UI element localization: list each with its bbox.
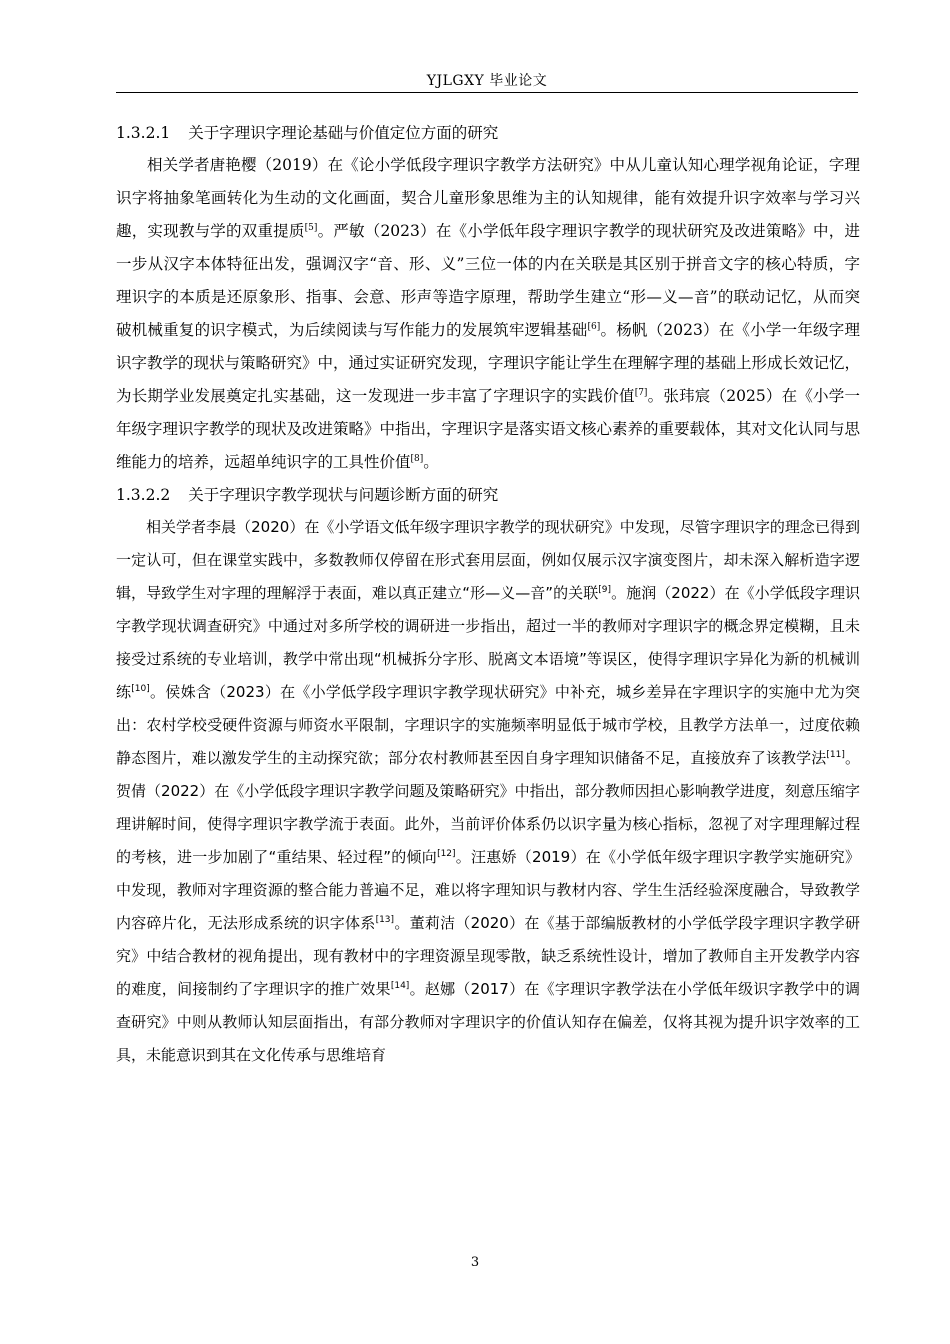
paragraph-text: 。贺倩（2022）在《小学低段字理识字教学问题及策略研究》中指出，部分教师因担心影响教学进度，刻意压缩字理讲解时间，使得字理识字教学流于表面。此外，当前评价体系仍以识字量为核心指标，忽视了对字理理解过程的考核，进一步加剧了“重结果、轻过程”的倾向	[116, 749, 860, 866]
section-title: 关于字理识字教学现状与问题诊断方面的研究	[188, 486, 499, 504]
paragraph-text: 。赵娜（2017）在《字理识字教学法在小学低年级识字教学中的调查研究》中则从教师认知层面指出，有部分教师对字理识字的价值认知存在偏差，仅将其视为提升识字效率的工具，未能意识到其在文化传承与思维培育	[116, 980, 860, 1064]
section-number: 1.3.2.2	[116, 486, 171, 504]
citation-ref: [9]	[598, 585, 612, 595]
paragraph-text: 。侯姝含（2023）在《小学低学段字理识字教学现状研究》中补充，城乡差异在字理识字的实施中尤为突出：农村学校受硬件资源与师资水平限制，字理识字的实施频率明显低于城市学校，且教学方法单一，过度依赖静态图片，难以激发学生的主动探究欲；部分农村教师甚至因自身字理知识储备不足，直接放弃了该教学法	[116, 683, 860, 767]
paragraph-text: 。汪惠娇（2019）在《小学低年级字理识字教学实施研究》中发现，教师对字理资源的整合能力普遍不足，难以将字理知识与教材内容、学生生活经验深度融合，导致教学内容碎片化，无法形成系统的识字体系	[116, 848, 860, 932]
citation-ref: [11]	[826, 750, 845, 760]
citation-ref: [5]	[304, 222, 318, 233]
citation-ref: [7]	[634, 387, 648, 398]
page-number: 3	[470, 1255, 480, 1270]
citation-ref: [6]	[587, 321, 601, 332]
citation-ref: [8]	[410, 453, 424, 464]
citation-ref: [14]	[390, 981, 410, 991]
paragraph-text: 。杨帆（2023）在《小学一年级字理识字教学的现状与策略研究》中，通过实证研究发现，字理识字能让学生在理解字理的基础上形成长效记忆，为长期学业发展奠定扎实基础，这一发现进一步丰富了字理识字的实践价值	[116, 321, 861, 405]
section-heading-1	[116, 120, 860, 146]
paragraph-text: 。董莉洁（2020）在《基于部编版教材的小学低学段字理识字教学研究》中结合教材的视角提出，现有教材中的字理资源呈现零散，缺乏系统性设计，增加了教师自主开发教学内容的难度，间接制约了字理识字的推广效果	[116, 914, 860, 998]
citation-ref: [10]	[131, 684, 150, 694]
paragraph-text: 。	[423, 453, 439, 471]
paragraph-text: 。张玮宸（2025）在《小学一年级字理识字教学的现状及改进策略》中指出，字理识字是落实语文核心素养的重要载体，其对文化认同与思维能力的培养，远超单纯识字的工具性价值	[116, 387, 861, 471]
paragraph-text: 。施润（2022）在《小学低段字理识字教学现状调查研究》中通过对多所学校的调研进一步指出，超过一半的教师对字理识字的概念界定模糊，且未接受过系统的专业培训，教学中常出现“机械拆分字形、脱离文本语境”等误区，使得字理识字异化为新的机械训练	[116, 584, 860, 701]
section-number: 1.3.2.1	[116, 124, 171, 142]
page-header: YJLGXY 毕业论文	[426, 73, 548, 89]
body-paragraph-2	[116, 511, 860, 1072]
citation-ref: [12]	[437, 849, 456, 859]
paragraph-text: 。严敏（2023）在《小学低年段字理识字教学的现状研究及改进策略》中，进一步从汉字本体特征出发，强调汉字“音、形、义”三位一体的内在关联是其区别于拼音文字的核心特质，字理识字的本质是还原象形、指事、会意、形声等造字原理，帮助学生建立“形—义—音”的联动记忆，从而突破机械重复的识字模式，为后续阅读与写作能力的发展筑牢逻辑基础	[116, 222, 860, 339]
section-title: 关于字理识字理论基础与价值定位方面的研究	[188, 124, 499, 142]
citation-ref: [13]	[375, 915, 395, 925]
header-divider	[116, 92, 858, 93]
paragraph-text: 相关学者李晨（2020）在《小学语文低年级字理识字教学的现状研究》中发现，尽管字理识字的理念已得到一定认可，但在课堂实践中，多数教师仅停留在形式套用层面，例如仅展示汉字演变图片，却未深入解析造字逻辑，导致学生对字理的理解浮于表面，难以真正建立“形—义—音”的关联	[116, 518, 860, 602]
body-paragraph-1	[116, 149, 860, 479]
paragraph-text: 相关学者唐艳樱（2019）在《论小学低段字理识字教学方法研究》中从儿童认知心理学视角论证，字理识字将抽象笔画转化为生动的文化画面，契合儿童形象思维为主的认知规律，能有效提升识字效率与学习兴趣，实现教与学的双重提质	[116, 156, 860, 240]
section-heading-2	[116, 482, 860, 508]
body-content	[116, 120, 860, 1072]
